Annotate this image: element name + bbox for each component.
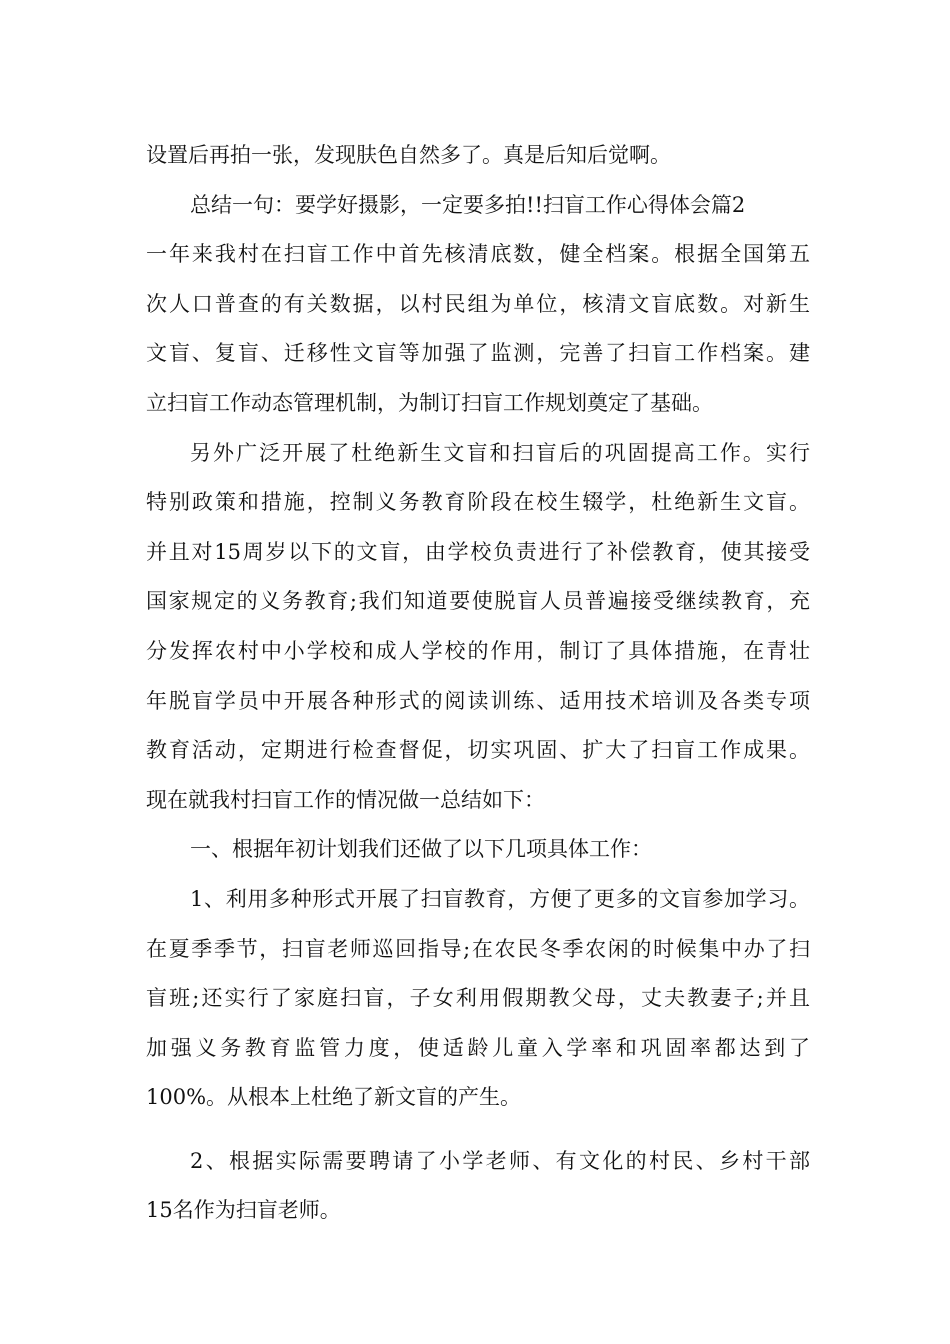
text-line: 另外广泛开展了杜绝新生文盲和扫盲后的巩固提高工作。实行 — [190, 440, 810, 465]
text-line: 现在就我村扫盲工作的情况做一总结如下： — [146, 787, 545, 812]
text-line: 15名作为扫盲老师。 — [146, 1198, 341, 1223]
text-line: 盲班;还实行了家庭扫盲，子女利用假期教父母，丈夫教妻子;并且 — [146, 986, 810, 1011]
document-body — [146, 131, 810, 1236]
text-line: 设置后再拍一张，发现肤色自然多了。真是后知后觉啊。 — [146, 143, 671, 167]
text-line: 国家规定的义务教育;我们知道要使脱盲人员普遍接受继续教育，充 — [146, 589, 810, 614]
text-line: 文盲、复盲、迁移性文盲等加强了监测，完善了扫盲工作档案。建 — [146, 341, 810, 366]
text-line: 特别政策和措施，控制义务教育阶段在校生辍学，杜绝新生文盲。 — [146, 490, 810, 515]
text-line: 次人口普查的有关数据，以村民组为单位，核清文盲底数。对新生 — [146, 291, 810, 316]
text-line: 总结一句：要学好摄影，一定要多拍!!扫盲工作心得体会篇2 — [190, 192, 746, 217]
text-line: 立扫盲工作动态管理机制，为制订扫盲工作规划奠定了基础。 — [146, 390, 713, 415]
text-line: 在夏季季节，扫盲老师巡回指导;在农民冬季农闲的时候集中办了扫 — [146, 936, 810, 961]
text-line: 一年来我村在扫盲工作中首先核清底数，健全档案。根据全国第五 — [146, 242, 810, 267]
text-line: 2、根据实际需要聘请了小学老师、有文化的村民、乡村干部 — [190, 1148, 810, 1173]
text-line: 教育活动，定期进行检查督促，切实巩固、扩大了扫盲工作成果。 — [146, 738, 810, 763]
text-line: 并且对15周岁以下的文盲，由学校负责进行了补偿教育，使其接受 — [146, 539, 810, 564]
text-line: 加强义务教育监管力度，使适龄儿童入学率和巩固率都达到了 — [146, 1035, 810, 1060]
text-line: 分发挥农村中小学校和成人学校的作用，制订了具体措施，在青壮 — [146, 638, 810, 663]
text-line: 1、利用多种形式开展了扫盲教育，方便了更多的文盲参加学习。 — [190, 886, 810, 911]
paragraph-gap — [146, 1123, 810, 1137]
text-line: 100%。从根本上杜绝了新文盲的产生。 — [146, 1085, 522, 1110]
text-line: 年脱盲学员中开展各种形式的阅读训练、适用技术培训及各类专项 — [146, 688, 810, 713]
text-line: 一、根据年初计划我们还做了以下几项具体工作： — [190, 837, 652, 862]
